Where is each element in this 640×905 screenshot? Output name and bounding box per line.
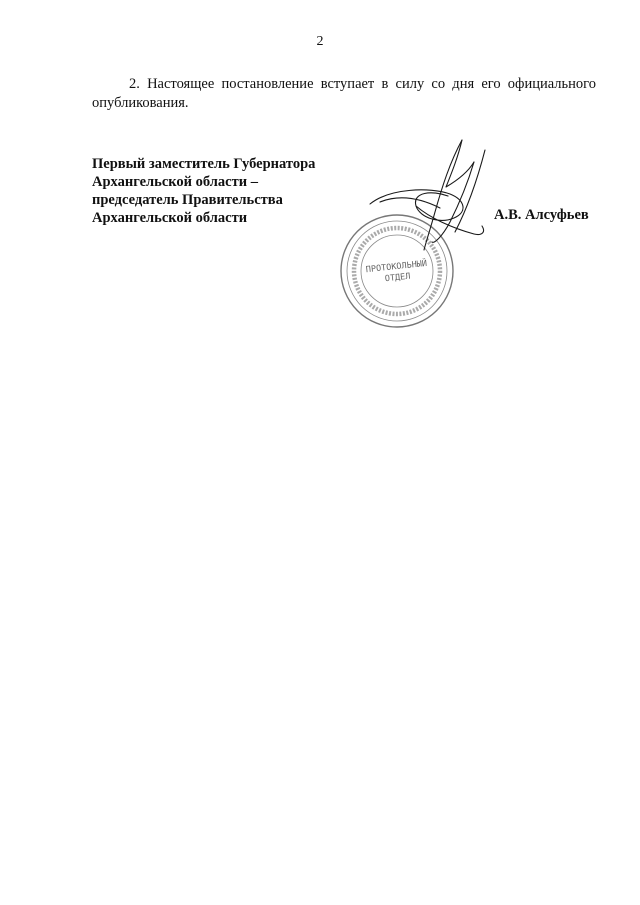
position-line: Архангельской области [92,210,248,226]
body-paragraph: 2. Настоящее постановление вступает в силу со дня его официального опубликования. [92,75,596,111]
svg-text:ОТДЕЛ: ОТДЕЛ [384,271,411,285]
position-line: Архангельской области – [92,174,258,190]
signature [350,132,510,267]
position-line: председатель Правительства [92,192,283,208]
signatory-position [92,155,342,227]
svg-text:ПРОТОКОЛЬНЫЙ: ПРОТОКОЛЬНЫЙ [365,258,428,276]
page-number: 2 [316,34,324,49]
signatory-name: А.В. Алсуфьев [494,207,589,223]
position-line: Первый заместитель Губернатора [92,156,316,172]
